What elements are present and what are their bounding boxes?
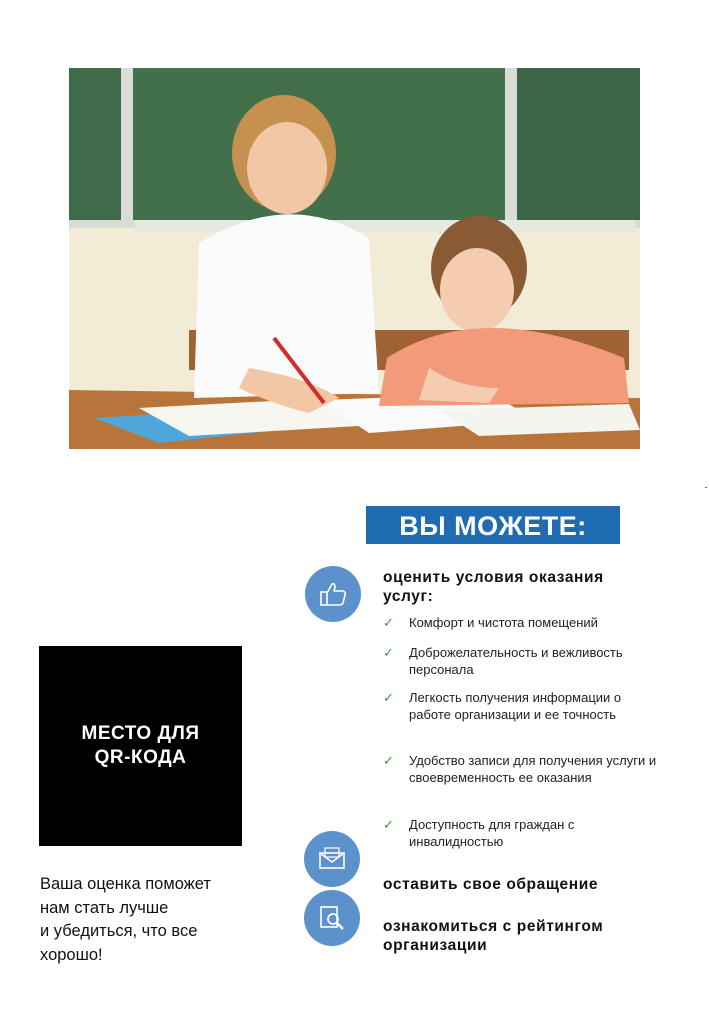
stray-mark bbox=[705, 487, 707, 488]
feedback-note: Ваша оценка поможет нам стать лучше и убедиться, что все хорошо! bbox=[40, 875, 211, 964]
teacher-student-photo bbox=[69, 68, 640, 449]
check-icon: ✓ bbox=[383, 753, 394, 768]
list-item-text: Доступность для граждан с инвалидностью bbox=[409, 817, 575, 849]
list-item-text: Доброжелательность и вежливость персонала bbox=[409, 645, 623, 677]
list-item-text: Комфорт и чистота помещений bbox=[409, 615, 598, 630]
check-icon: ✓ bbox=[383, 645, 394, 660]
qr-code-placeholder bbox=[39, 646, 242, 846]
thumbs-up-icon bbox=[305, 566, 361, 622]
rate-conditions-heading: оценить условия оказания услуг: bbox=[383, 569, 604, 605]
you-can-banner: ВЫ МОЖЕТЕ: bbox=[366, 506, 620, 544]
magnifier-document-icon bbox=[304, 890, 360, 946]
list-item-text: Удобство записи для получения услуги и своевременность ее оказания bbox=[409, 753, 657, 785]
check-icon: ✓ bbox=[383, 817, 394, 832]
view-rating-heading: ознакомиться с рейтингом организации bbox=[383, 918, 604, 954]
envelope-icon bbox=[304, 831, 360, 887]
check-icon: ✓ bbox=[383, 690, 394, 705]
leave-appeal-heading: оставить свое обращение bbox=[383, 876, 599, 893]
qr-placeholder-text: МЕСТО ДЛЯ QR-КОДА bbox=[81, 723, 200, 768]
list-item-text: Легкость получения информации о работе организации и ее точность bbox=[409, 690, 622, 722]
check-icon: ✓ bbox=[383, 615, 394, 630]
